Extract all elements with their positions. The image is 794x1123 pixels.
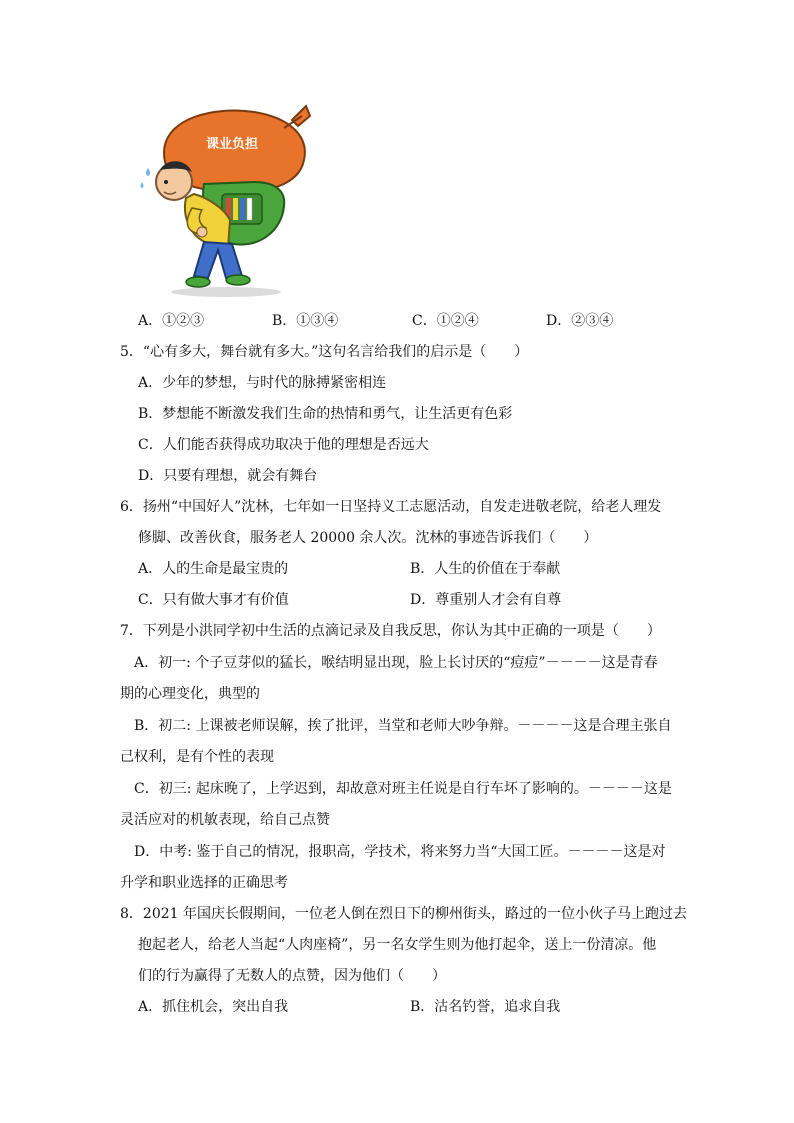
q6-stem-line1: 6．扬州“中国好人”沈林，七年如一日坚持义工志愿活动，自发走进敬老院，给老人理发 [120,499,662,515]
q8-stem-line2: 抱起老人，给老人当起“人肉座椅”，另一名女学生则为他打起伞，送上一份清凉。他 [138,937,657,953]
q7-stem: 7．下列是小洪同学初中生活的点滴记录及自我反思，你认为其中正确的一项是（ ） [120,623,661,639]
q5-option-c: C．人们能否获得成功取决于他的理想是否远大 [138,437,429,453]
q8-option-a: A．抓住机会，突出自我 [138,999,289,1015]
q7-option-d-line1: D．中考: 鉴于自己的情况，报职高，学技术，将来努力当“大国工匠。－－－－这是对 [134,844,666,860]
student-burden-illustration [134,98,314,300]
q5-option-d: D．只要有理想，就会有舞台 [138,468,318,484]
q8-stem-line3: 们的行为赢得了无数人的点赞，因为他们（ ） [138,968,446,984]
q7-option-d-line2: 升学和职业选择的正确思考 [120,875,288,891]
q7-option-a-line2: 期的心理变化，典型的 [120,686,260,702]
q7-option-a-line1: A．初一: 个子豆芽似的猛长，喉结明显出现，脸上长讨厌的“痘痘”－－－－这是青春 [134,655,658,671]
q4-option-b: B．①③④ [272,313,339,329]
q6-option-a: A．人的生命是最宝贵的 [138,561,289,577]
q6-option-c: C．只有做大事才有价值 [138,592,289,608]
q8-stem-line1: 8．2021 年国庆长假期间，一位老人倒在烈日下的柳州街头，路过的一位小伙子马上跑过去 [120,906,687,922]
q5-option-a: A．少年的梦想，与时代的脉搏紧密相连 [138,375,387,391]
q7-option-b-line2: 己权利，是有个性的表现 [120,749,274,765]
q6-stem-line2: 修脚、改善伙食，服务老人 20000 余人次。沈林的事迹告诉我们（ ） [138,530,598,546]
q6-option-d: D．尊重别人才会有自尊 [410,592,562,608]
q5-stem: 5．“心有多大，舞台就有多大。”这句名言给我们的启示是（ ） [120,344,529,360]
bag-label: 课业负担 [205,137,259,152]
q5-option-b: B．梦想能不断激发我们生命的热情和勇气，让生活更有色彩 [138,406,513,422]
q6-option-b: B．人生的价值在于奉献 [410,561,561,577]
q4-option-d: D．②③④ [546,313,614,329]
q7-option-c-line2: 灵活应对的机敏表现，给自己点赞 [120,812,330,828]
q4-option-a: A．①②③ [138,313,205,329]
q4-option-c: C．①②④ [412,313,479,329]
q7-option-c-line1: C．初三: 起床晚了，上学迟到，却故意对班主任说是自行车坏了影响的。－－－－这是 [134,781,672,797]
q8-option-b: B．沽名钓誉，追求自我 [410,999,561,1015]
q7-option-b-line1: B．初二: 上课被老师误解，挨了批评，当堂和老师大吵争辩。－－－－这是合理主张自 [134,718,672,734]
